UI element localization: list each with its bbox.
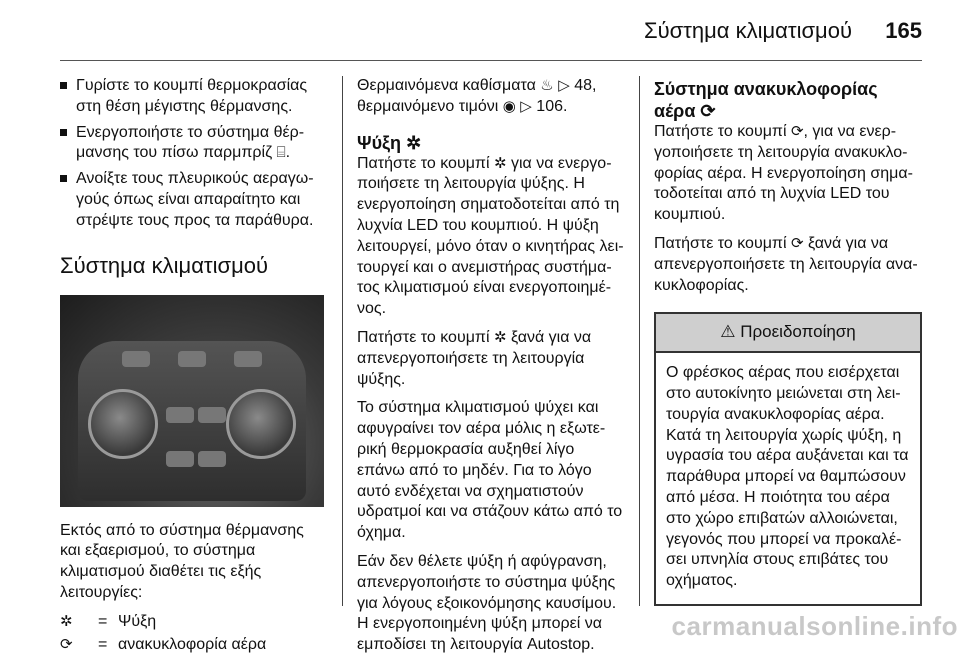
- bullet-item: Ανοίξτε τους πλευρικούς αεραγωγούς όπως είναι απαραίτητο και στρέψτε τους προς τα παράθυρα.: [60, 169, 328, 231]
- temperature-knob: [88, 389, 158, 459]
- recirculation-icon: ⟳: [790, 234, 804, 252]
- warning-box: [654, 312, 922, 606]
- paragraph: Εάν δεν θέλετε ψύξη ή αφύγρανση, απενεργοποιήστε το σύστημα ψύξης για λόγους εξοικονόμησης καυσίμου. Η ενεργοποιημένη ψύξη μπορεί να εμποδίσει τη λειτουργία Autostop.: [357, 552, 617, 654]
- reference-arrow-icon: ▷: [520, 97, 532, 115]
- warning-header: ⚠ Προειδοποίηση: [656, 314, 920, 353]
- heated-wheel-icon: ◉: [502, 97, 516, 115]
- warning-icon: ⚠: [720, 322, 736, 342]
- climate-panel-photo: [60, 295, 324, 507]
- heated-seat-icon: ♨: [540, 77, 554, 94]
- panel-button: [166, 407, 194, 423]
- snowflake-icon: ✲: [493, 154, 507, 172]
- column-3: [654, 76, 922, 606]
- recirculation-icon: ⟳: [60, 635, 73, 653]
- snowflake-icon: ✲: [406, 132, 422, 153]
- warning-text: Ο φρέσκος αέρας που εισέρχεται στο αυτοκίνητο μειώνεται στη λειτουργία ανακυκλοφορίας αέρα. Κατά τη λειτουργία χωρίς ψύξη, η υγρασία του αέρα αυξάνεται και τα παράθυρα μπορεί να θαμπώσουν από μέσα. Η ποιότητα του αέρα στο χώρο επιβατών αλλοιώνεται, γεγονός που μπορεί να προκαλέσει υπνηλία στους επιβάτες του οχήματος.: [666, 364, 909, 590]
- paragraph: Πατήστε το κουμπί ✲ ξανά για να απενεργοποιήσετε τη λειτουργία ψύξης.: [357, 328, 592, 388]
- column-2: [357, 76, 625, 664]
- legend-row-cooling: ✲ = Ψύξη: [60, 612, 328, 633]
- bullet-item: Γυρίστε το κουμπί θερμοκρασίας στη θέση μέγιστης θέρμανσης.: [60, 76, 328, 118]
- paragraph: Το σύστημα κλιματισμού ψύχει και αφυγραίνει τον αέρα μόλις η εξωτερική θερμοκρασία αυξηθεί λίγο επάνω από το μηδέν. Για το λόγο αυτό ενδέχεται να σχηματιστούν υδρατμοί και να στάζουν κάτω από το όχημα.: [357, 399, 623, 542]
- column-1: [60, 76, 328, 655]
- page-header-title: Σύστημα κλιματισμού: [643, 18, 852, 43]
- panel-button: [166, 451, 194, 467]
- column-separator: [639, 76, 640, 606]
- panel-button: [122, 351, 150, 367]
- fan-knob: [226, 389, 296, 459]
- panel-button: [234, 351, 262, 367]
- paragraph: Πατήστε το κουμπί ⟳ ξανά για να απενεργοποιήσετε τη λειτουργία ανακυκλοφορίας.: [654, 234, 918, 294]
- bullet-item: Ενεργοποιήστε το σύστημα θέρμανσης του πίσω παρμπρίζ ⌸.: [60, 123, 328, 165]
- subsection-title: Σύστημα ανακυκλοφορίας αέρα ⟳: [654, 79, 878, 121]
- reference-arrow-icon: ▷: [558, 77, 570, 94]
- intro-text: Εκτός από το σύστημα θέρμανσης και εξαερισμού, το σύστημα κλιματισμού διαθέτει τις εξής λειτουργίες:: [60, 521, 304, 601]
- bullet-square: [60, 175, 67, 182]
- control-panel: [78, 341, 306, 501]
- page-number: 165: [885, 18, 922, 43]
- paragraph: Θερμαινόμενα καθίσματα ♨ ▷ 48, θερμαινόμενο τιμόνι ◉ ▷ 106.: [357, 77, 597, 115]
- panel-button: [198, 407, 226, 423]
- column-separator: [342, 76, 343, 606]
- recirculation-icon: ⟳: [700, 101, 716, 121]
- bullet-square: [60, 129, 67, 136]
- paragraph: Πατήστε το κουμπί ✲ για να ενεργοποιήσετε τη λειτουργία ψύξης. Η ενεργοποίηση σηματοδοτείται από τη λυχνία LED του κουμπιού. Η ψύξη λειτουργεί, μόνο όταν ο κινητήρας λειτουργεί και ο ανεμιστήρας συστήματος κλιματισμού είναι ενεργοποιημένος.: [357, 154, 624, 318]
- header-divider: [60, 60, 922, 61]
- snowflake-icon: ✲: [60, 612, 73, 630]
- subsection-title: Ψύξη ✲: [357, 132, 422, 153]
- panel-button: [198, 451, 226, 467]
- bullet-square: [60, 82, 67, 89]
- recirculation-icon: ⟳: [790, 123, 804, 140]
- legend-row-recirculation: ⟳ = ανακυκλοφορία αέρα: [60, 635, 328, 656]
- panel-button: [178, 351, 206, 367]
- snowflake-icon: ✲: [493, 328, 507, 346]
- watermark: carmanualsonline.info: [671, 611, 958, 641]
- rear-window-heat-icon: ⌸: [276, 144, 286, 162]
- paragraph: Πατήστε το κουμπί ⟳, για να ενεργοποιήσετε τη λειτουργία ανακυκλοφορίας αέρα. Η ενεργοποίηση σηματοδοτείται από τη λυχνία LED του κουμπιού.: [654, 123, 913, 224]
- section-title: Σύστημα κλιματισμού: [60, 252, 269, 278]
